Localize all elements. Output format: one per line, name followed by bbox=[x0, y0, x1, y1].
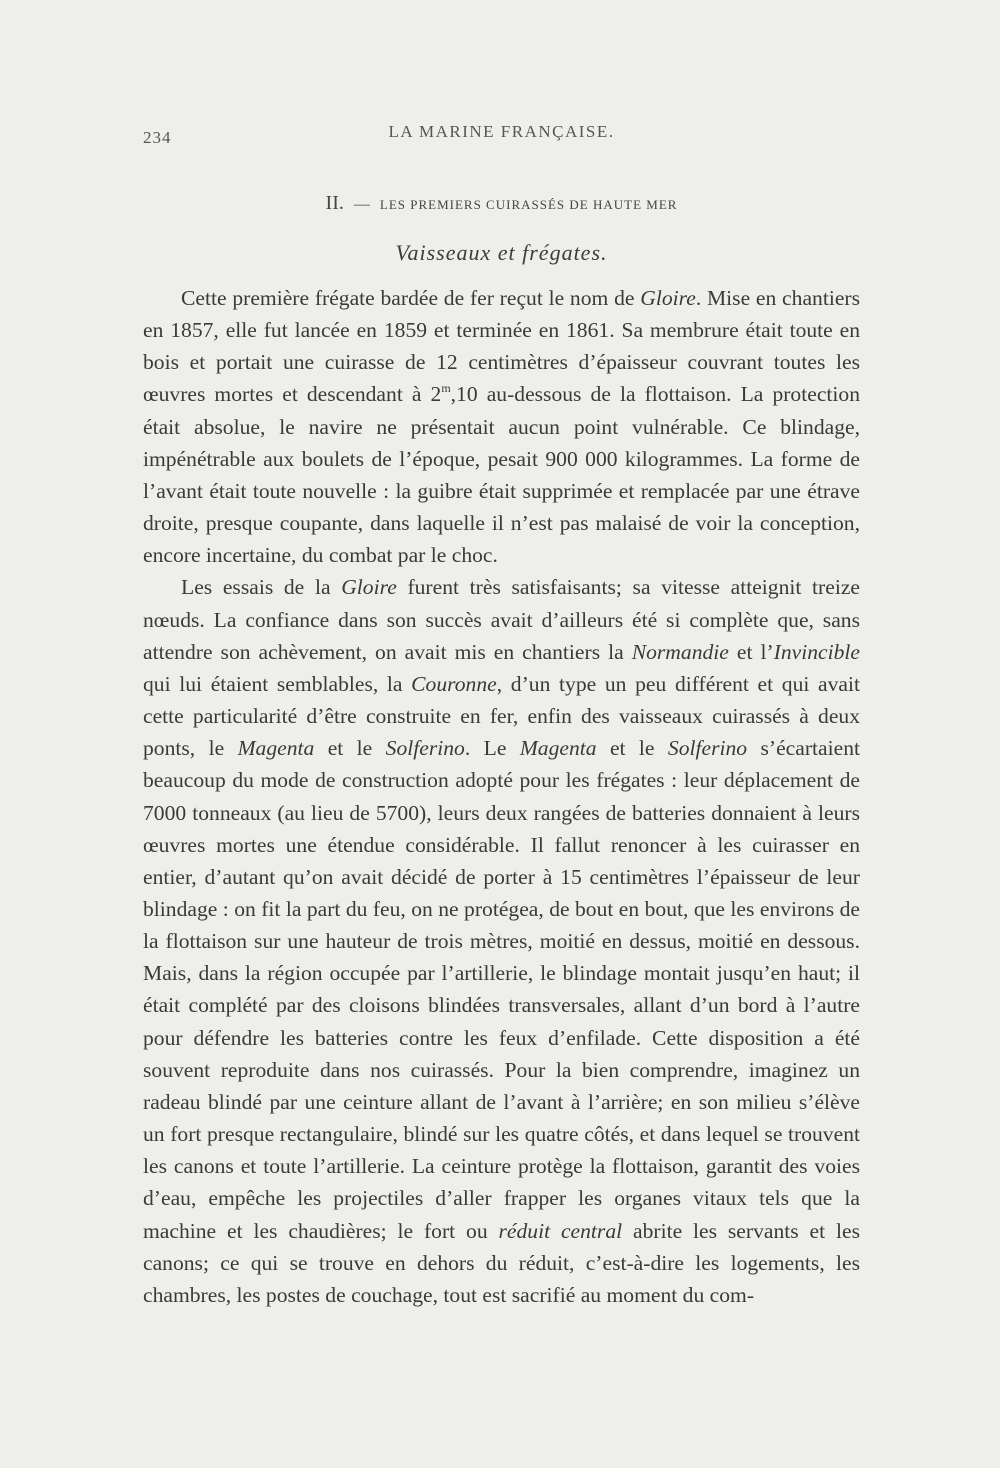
ship-name: Magenta bbox=[519, 736, 597, 761]
section-numeral: II. bbox=[325, 192, 344, 214]
running-title: LA MARINE FRANÇAISE. bbox=[388, 122, 615, 141]
ship-name: Couronne bbox=[411, 671, 497, 696]
ship-name: Gloire bbox=[640, 286, 696, 310]
text-run: et le bbox=[314, 736, 386, 761]
section-dash: — bbox=[353, 196, 370, 213]
text-run: et le bbox=[596, 736, 668, 761]
page-number: 234 bbox=[143, 128, 172, 147]
section-heading bbox=[143, 192, 860, 215]
ship-name: Magenta bbox=[237, 736, 315, 761]
text-run: s’écartaient beaucoup du mode de construction adopté pour les frégates : leur déplacement de 7000 tonneaux (au lieu de 5700), leurs deux rangées de batteries donnaient à leurs œuvres mortes une étendue considérable. Il fallut renoncer à les cuirasser en entier, d’autant qu’on avait décidé de porter à 15 centimètres l’épaisseur de leur blindage : on fit la part du feu, on ne protégea, de bout en bout, que les environs de la flottaison sur une hauteur de trois mètres, moitié en dessus, moitié en dessous. Mais, dans la région occupée par l’artillerie, le blindage montait jusqu’en haut; il était complété par des cloisons blindées transversales, allant d’un bord à l’autre pour défendre les batteries contre les feux d’enfilade. Cette disposition a été souvent reproduite dans nos cuirassés. Pour la bien comprendre, imaginez un radeau blindé par une ceinture allant de l’avant à l’arrière; en son milieu s’élève un fort presque rectangulaire, blindé sur les quatre côtés, et dans lequel se trouvent les canons et toute l’artillerie. La ceinture protège la flottaison, garantit des voies d’eau, empêche les projectiles d’aller frapper les organes vitaux tels que la machine et les chaudières; le fort ou bbox=[143, 736, 860, 1243]
text-run: Cette première frégate bardée de fer reçut le nom de bbox=[181, 286, 641, 310]
ship-name: Normandie bbox=[631, 639, 729, 664]
text-run: et l’ bbox=[728, 639, 774, 664]
ship-name: Solferino bbox=[385, 736, 465, 761]
text-run: . Le bbox=[464, 736, 520, 761]
text-run: abrite les servants et les canons; ce qui se trouve en dehors du réduit, c’est-à-dire les logements, les chambres, les postes de couchage, tout est sacrifié au moment du com- bbox=[143, 1218, 860, 1307]
text-run: qui lui étaient semblables, la bbox=[143, 671, 412, 696]
text-run: ,10 au-dessous de la flottaison. La protection était absolue, le navire ne présentait aucun point vulnérable. Ce blindage, impénétrable aux boulets de l’époque, pesait 900 000 kilogrammes. La forme de l’avant était toute nouvelle : la guibre était supprimée et remplacée par une étrave droite, presque coupante, dans laquelle il n’est pas malaisé de voir la conception, encore incertaine, du combat par le choc. bbox=[143, 382, 860, 568]
ship-name: Solferino bbox=[667, 736, 748, 761]
subheading: Vaisseaux et frégates. bbox=[395, 240, 608, 265]
section-title: LES PREMIERS CUIRASSÉS DE HAUTE MER bbox=[379, 197, 678, 212]
paragraph bbox=[143, 282, 860, 571]
running-head bbox=[143, 120, 860, 150]
text-run: furent très satisfaisants; sa vitesse atteignit treize nœuds. La confiance dans son succès avait d’ailleurs été si complète que, sans attendre son achèvement, on avait mis en chantiers la bbox=[143, 575, 860, 664]
body-text bbox=[143, 282, 860, 1311]
ship-name: Invincible bbox=[773, 639, 860, 664]
text-run: Les essais de la bbox=[181, 575, 342, 600]
text-run: . Mise en chantiers en 1857, elle fut lancée en 1859 et terminée en 1861. Sa membrure était toute en bois et portait une cuirasse de 12 centimètres d’épaisseur couvrant toutes les œuvres mortes et descendant à 2 bbox=[143, 286, 861, 407]
ship-name: Gloire bbox=[341, 575, 397, 600]
technical-term: réduit central bbox=[498, 1218, 623, 1243]
text-run: , d’un type un peu différent et qui avait cette particularité d’être construite en fer, enfin des vaisseaux cuirassés à deux ponts, le bbox=[143, 671, 860, 761]
unit-superscript: m bbox=[441, 381, 451, 396]
paragraph bbox=[143, 571, 860, 1311]
